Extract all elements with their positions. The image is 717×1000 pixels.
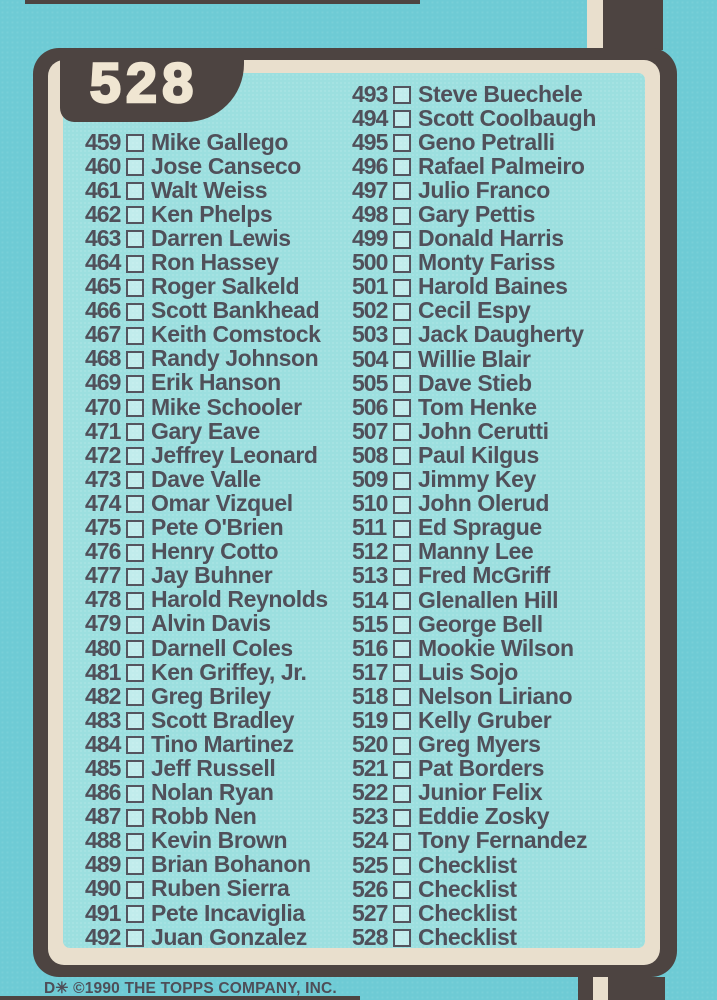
player-name: Julio Franco (418, 176, 550, 203)
checklist-row (352, 516, 596, 540)
checkbox[interactable] (126, 351, 144, 369)
player-name: Checklist (418, 923, 517, 950)
card-entry-number: 483 (85, 706, 121, 733)
checkbox[interactable] (393, 351, 411, 369)
player-name: Nolan Ryan (151, 779, 274, 806)
card-entry-number: 492 (85, 923, 121, 950)
player-name: Darnell Coles (151, 634, 293, 661)
checklist-row (352, 275, 596, 299)
checklist-row (352, 757, 596, 781)
card-entry-number: 507 (352, 417, 388, 444)
checklist-row (352, 540, 596, 564)
checkbox[interactable] (126, 471, 144, 489)
player-name: John Olerud (418, 490, 550, 517)
card-entry-number: 488 (85, 827, 121, 854)
checklist-row (352, 925, 596, 949)
bottom-right-stripe-dark (608, 977, 665, 1000)
checklist-row (352, 371, 596, 395)
card-entry-number: 491 (85, 899, 121, 926)
checkbox[interactable] (126, 785, 144, 803)
card-entry-number: 517 (352, 658, 388, 685)
player-name: Keith Comstock (151, 321, 321, 348)
checkbox[interactable] (393, 664, 411, 682)
checklist-row (352, 130, 596, 154)
checkbox[interactable] (393, 158, 411, 176)
checklist-row (352, 347, 596, 371)
checkbox[interactable] (126, 158, 144, 176)
player-name: Jeffrey Leonard (151, 441, 318, 468)
player-name: Kelly Gruber (418, 706, 552, 733)
card-entry-number: 500 (352, 249, 388, 276)
checklist-row (85, 853, 328, 877)
checklist-row (352, 227, 596, 251)
card-entry-number: 486 (85, 779, 121, 806)
card-entry-number: 495 (352, 128, 388, 155)
checklist-row (352, 829, 596, 853)
card-entry-number: 523 (352, 803, 388, 830)
checkbox[interactable] (126, 833, 144, 851)
card-entry-number: 497 (352, 176, 388, 203)
player-name: Pete Incaviglia (151, 899, 305, 926)
checklist-row (352, 781, 596, 805)
checkbox[interactable] (126, 712, 144, 730)
player-name: Jeff Russell (151, 754, 276, 781)
card-entry-number: 524 (352, 827, 388, 854)
checklist-row (352, 708, 596, 732)
checklist-row (352, 805, 596, 829)
player-name: Mookie Wilson (418, 634, 574, 661)
checklist-row (352, 636, 596, 660)
card-entry-number: 475 (85, 514, 121, 541)
player-name: Ruben Sierra (151, 875, 290, 902)
player-name: Pete O'Brien (151, 514, 284, 541)
checkbox[interactable] (393, 616, 411, 634)
checklist-row (85, 708, 328, 732)
checkbox[interactable] (126, 881, 144, 899)
player-name: Rafael Palmeiro (418, 152, 585, 179)
player-name: Dave Valle (151, 465, 261, 492)
checkbox[interactable] (126, 616, 144, 634)
card-entry-number: 508 (352, 441, 388, 468)
card-entry-number: 470 (85, 393, 121, 420)
player-name: Erik Hanson (151, 369, 281, 396)
checklist-row (352, 443, 596, 467)
player-name: Greg Myers (418, 731, 541, 758)
checkbox[interactable] (393, 544, 411, 562)
checklist-row (352, 468, 596, 492)
checkbox[interactable] (393, 207, 411, 225)
player-name: Harold Baines (418, 273, 568, 300)
card-entry-number: 527 (352, 899, 388, 926)
player-name: Ken Phelps (151, 200, 273, 227)
card-entry-number: 525 (352, 851, 388, 878)
card-entry-number: 468 (85, 345, 121, 372)
checklist-row (85, 178, 328, 202)
checklist-row (85, 829, 328, 853)
checkbox[interactable] (126, 640, 144, 658)
checkbox[interactable] (126, 303, 144, 321)
card-entry-number: 515 (352, 610, 388, 637)
card-entry-number: 505 (352, 369, 388, 396)
player-name: Harold Reynolds (151, 586, 328, 613)
checkbox[interactable] (126, 327, 144, 345)
checklist-row (85, 877, 328, 901)
card-entry-number: 490 (85, 875, 121, 902)
card-entry-number: 465 (85, 273, 121, 300)
card-entry-number: 485 (85, 754, 121, 781)
player-name: Donald Harris (418, 225, 564, 252)
checklist-row (85, 467, 328, 491)
checklist-row (85, 202, 328, 226)
checkbox[interactable] (393, 134, 411, 152)
checkbox[interactable] (393, 881, 411, 899)
player-name: Roger Salkeld (151, 273, 300, 300)
inner-panel (63, 73, 645, 948)
checkbox[interactable] (393, 640, 411, 658)
card-entry-number: 469 (85, 369, 121, 396)
checklist-row (85, 756, 328, 780)
card-entry-number: 514 (352, 586, 388, 613)
checklist-row (85, 347, 328, 371)
player-name: Kevin Brown (151, 827, 288, 854)
checkbox[interactable] (393, 110, 411, 128)
checklist-row (352, 82, 596, 106)
checklist-row (352, 564, 596, 588)
checklist-row (85, 130, 328, 154)
card-entry-number: 477 (85, 562, 121, 589)
checkbox[interactable] (393, 737, 411, 755)
bottom-right-stripe-cream (593, 977, 608, 1000)
checkbox[interactable] (393, 303, 411, 321)
checklist-row (352, 612, 596, 636)
card-entry-number: 493 (352, 80, 388, 107)
player-name: Nelson Liriano (418, 682, 573, 709)
checkbox[interactable] (393, 857, 411, 875)
checklist-row (352, 178, 596, 202)
card-number-badge (60, 48, 244, 122)
checklist-row (85, 226, 328, 250)
player-name: Tino Martinez (151, 730, 294, 757)
card-entry-number: 496 (352, 152, 388, 179)
checkbox[interactable] (126, 423, 144, 441)
checkbox[interactable] (393, 929, 411, 947)
checklist-row (352, 419, 596, 443)
checklist-row (85, 660, 328, 684)
checkbox[interactable] (393, 255, 411, 273)
card-entry-number: 499 (352, 225, 388, 252)
player-name: Paul Kilgus (418, 441, 539, 468)
checkbox[interactable] (393, 761, 411, 779)
checkbox[interactable] (393, 231, 411, 249)
player-name: Checklist (418, 899, 517, 926)
card-number: 528 (89, 51, 199, 114)
player-name: John Cerutti (418, 417, 549, 444)
player-name: Mike Schooler (151, 393, 302, 420)
checkbox[interactable] (126, 929, 144, 947)
player-name: Monty Fariss (418, 249, 556, 276)
player-name: George Bell (418, 610, 543, 637)
card-entry-number: 472 (85, 441, 121, 468)
card-entry-number: 518 (352, 682, 388, 709)
card-entry-number: 481 (85, 658, 121, 685)
checkbox[interactable] (393, 833, 411, 851)
checklist-row (85, 491, 328, 515)
checklist-row (85, 323, 328, 347)
card-entry-number: 471 (85, 417, 121, 444)
checkbox[interactable] (393, 447, 411, 465)
player-name: Juan Gonzalez (151, 923, 307, 950)
player-name: Glenallen Hill (418, 586, 559, 613)
checklist-right-column (352, 82, 596, 949)
checklist-row (85, 419, 328, 443)
card-entry-number: 521 (352, 755, 388, 782)
card-entry-number: 516 (352, 634, 388, 661)
card-entry-number: 473 (85, 465, 121, 492)
card-entry-number: 513 (352, 562, 388, 589)
checkbox[interactable] (126, 736, 144, 754)
player-name: Pat Borders (418, 755, 544, 782)
checklist-row (85, 516, 328, 540)
card-top-edge (25, 0, 420, 4)
player-name: Junior Felix (418, 779, 543, 806)
checklist-row (352, 323, 596, 347)
card-entry-number: 510 (352, 490, 388, 517)
player-name: Steve Buechele (418, 80, 583, 107)
card-entry-number: 512 (352, 538, 388, 565)
checklist-row (352, 299, 596, 323)
player-name: Eddie Zosky (418, 803, 550, 830)
checkbox[interactable] (393, 809, 411, 827)
checkbox[interactable] (126, 230, 144, 248)
player-name: Ed Sprague (418, 514, 542, 541)
checkbox[interactable] (126, 447, 144, 465)
checklist-row (352, 106, 596, 130)
card-entry-number: 522 (352, 779, 388, 806)
checklist-row (352, 853, 596, 877)
checklist-row (85, 781, 328, 805)
player-name: Scott Bradley (151, 706, 295, 733)
card-entry-number: 480 (85, 634, 121, 661)
card-entry-number: 498 (352, 201, 388, 228)
checkbox[interactable] (126, 688, 144, 706)
checkbox[interactable] (393, 472, 411, 490)
player-name: Mike Gallego (151, 128, 289, 155)
player-name: Scott Coolbaugh (418, 104, 596, 131)
card-entry-number: 494 (352, 104, 388, 131)
checkbox[interactable] (126, 664, 144, 682)
player-name: Geno Petralli (418, 128, 555, 155)
checklist-row (352, 588, 596, 612)
checkbox[interactable] (393, 182, 411, 200)
checkbox[interactable] (126, 279, 144, 297)
player-name: Robb Nen (151, 803, 257, 830)
player-name: Walt Weiss (151, 176, 268, 203)
player-name: Gary Eave (151, 417, 260, 444)
player-name: Manny Lee (418, 538, 534, 565)
player-name: Checklist (418, 851, 517, 878)
card-entry-number: 478 (85, 586, 121, 613)
checkbox[interactable] (126, 134, 144, 152)
player-name: Luis Sojo (418, 658, 518, 685)
checklist-row (85, 684, 328, 708)
checklist-row (352, 492, 596, 516)
card-entry-number: 462 (85, 200, 121, 227)
card-entry-number: 528 (352, 923, 388, 950)
checkbox[interactable] (126, 544, 144, 562)
checklist-row (85, 636, 328, 660)
card-entry-number: 519 (352, 706, 388, 733)
checkbox[interactable] (393, 785, 411, 803)
checklist-row (85, 443, 328, 467)
checkbox[interactable] (126, 375, 144, 393)
checklist-row (85, 805, 328, 829)
card-entry-number: 459 (85, 128, 121, 155)
checkbox[interactable] (126, 495, 144, 513)
checkbox[interactable] (126, 182, 144, 200)
player-name: Fred McGriff (418, 562, 550, 589)
card-entry-number: 520 (352, 731, 388, 758)
card-entry-number: 526 (352, 875, 388, 902)
checklist-row (85, 588, 328, 612)
player-name: Cecil Espy (418, 297, 531, 324)
card-entry-number: 467 (85, 321, 121, 348)
player-name: Scott Bankhead (151, 297, 320, 324)
player-name: Jack Daugherty (418, 321, 584, 348)
checkbox[interactable] (126, 568, 144, 586)
checklist-left-column (85, 130, 328, 949)
checklist-row (85, 299, 328, 323)
checkbox[interactable] (126, 592, 144, 610)
player-name: Henry Cotto (151, 538, 279, 565)
checklist-row (352, 251, 596, 275)
checkbox[interactable] (393, 86, 411, 104)
card-entry-number: 503 (352, 321, 388, 348)
footer-copyright: D✳ ©1990 THE TOPPS COMPANY, INC. (44, 980, 337, 997)
checklist-row (352, 684, 596, 708)
player-name: Dave Stieb (418, 369, 532, 396)
top-right-stripe-cream (587, 0, 603, 50)
frame-outline (48, 60, 660, 965)
player-name: Jose Canseco (151, 152, 301, 179)
player-name: Tony Fernandez (418, 827, 588, 854)
checkbox[interactable] (126, 206, 144, 224)
checkbox[interactable] (393, 592, 411, 610)
top-right-stripe-dark (603, 0, 663, 50)
checkbox[interactable] (393, 423, 411, 441)
player-name: Tom Henke (418, 393, 537, 420)
checklist-row (352, 660, 596, 684)
checkbox[interactable] (393, 905, 411, 923)
checkbox[interactable] (126, 760, 144, 778)
checklist-row (85, 612, 328, 636)
checklist-row (85, 901, 328, 925)
player-name: Jimmy Key (418, 466, 536, 493)
checklist-row (352, 733, 596, 757)
checklist-row (352, 877, 596, 901)
card-entry-number: 460 (85, 152, 121, 179)
checklist-row (352, 395, 596, 419)
checkbox[interactable] (393, 688, 411, 706)
checklist-row (85, 564, 328, 588)
card-frame (33, 48, 677, 977)
checklist-row (352, 154, 596, 178)
checklist-row (352, 202, 596, 226)
checkbox[interactable] (393, 327, 411, 345)
bottom-right-stripe-dark-left (578, 977, 593, 1000)
card-entry-number: 461 (85, 176, 121, 203)
card-entry-number: 463 (85, 224, 121, 251)
checkbox[interactable] (126, 399, 144, 417)
player-name: Greg Briley (151, 682, 271, 709)
player-name: Willie Blair (418, 345, 531, 372)
checkbox[interactable] (393, 399, 411, 417)
card-entry-number: 484 (85, 730, 121, 757)
checkbox[interactable] (126, 520, 144, 538)
card-entry-number: 501 (352, 273, 388, 300)
checkbox[interactable] (126, 809, 144, 827)
checklist-row (85, 275, 328, 299)
checklist-row (85, 154, 328, 178)
player-name: Alvin Davis (151, 610, 271, 637)
checklist-row (85, 395, 328, 419)
player-name: Gary Pettis (418, 201, 536, 228)
card-entry-number: 511 (352, 514, 387, 541)
card-entry-number: 479 (85, 610, 121, 637)
checklist-row (352, 901, 596, 925)
card-entry-number: 504 (352, 345, 388, 372)
card-entry-number: 506 (352, 393, 388, 420)
checkbox[interactable] (393, 520, 411, 538)
card-entry-number: 487 (85, 803, 121, 830)
card-entry-number: 482 (85, 682, 121, 709)
checkbox[interactable] (393, 375, 411, 393)
checklist-row (85, 732, 328, 756)
card-entry-number: 466 (85, 297, 121, 324)
checklist-row (85, 925, 328, 949)
player-name: Jay Buhner (151, 562, 273, 589)
card-entry-number: 509 (352, 466, 388, 493)
player-name: Randy Johnson (151, 345, 319, 372)
player-name: Darren Lewis (151, 224, 291, 251)
card-entry-number: 474 (85, 489, 121, 516)
checkbox[interactable] (393, 712, 411, 730)
checklist-row (85, 540, 328, 564)
card-entry-number: 489 (85, 851, 121, 878)
checklist-row (85, 371, 328, 395)
player-name: Ron Hassey (151, 249, 279, 276)
checkbox[interactable] (126, 905, 144, 923)
player-name: Brian Bohanon (151, 851, 311, 878)
card-entry-number: 502 (352, 297, 388, 324)
checkbox[interactable] (393, 496, 411, 514)
checklist-row (85, 250, 328, 274)
player-name: Omar Vizquel (151, 489, 293, 516)
card-entry-number: 464 (85, 249, 121, 276)
checkbox[interactable] (126, 255, 144, 273)
card-entry-number: 476 (85, 538, 121, 565)
checkbox[interactable] (393, 279, 411, 297)
checkbox[interactable] (393, 568, 411, 586)
checkbox[interactable] (126, 857, 144, 875)
player-name: Ken Griffey, Jr. (151, 658, 307, 685)
player-name: Checklist (418, 875, 517, 902)
